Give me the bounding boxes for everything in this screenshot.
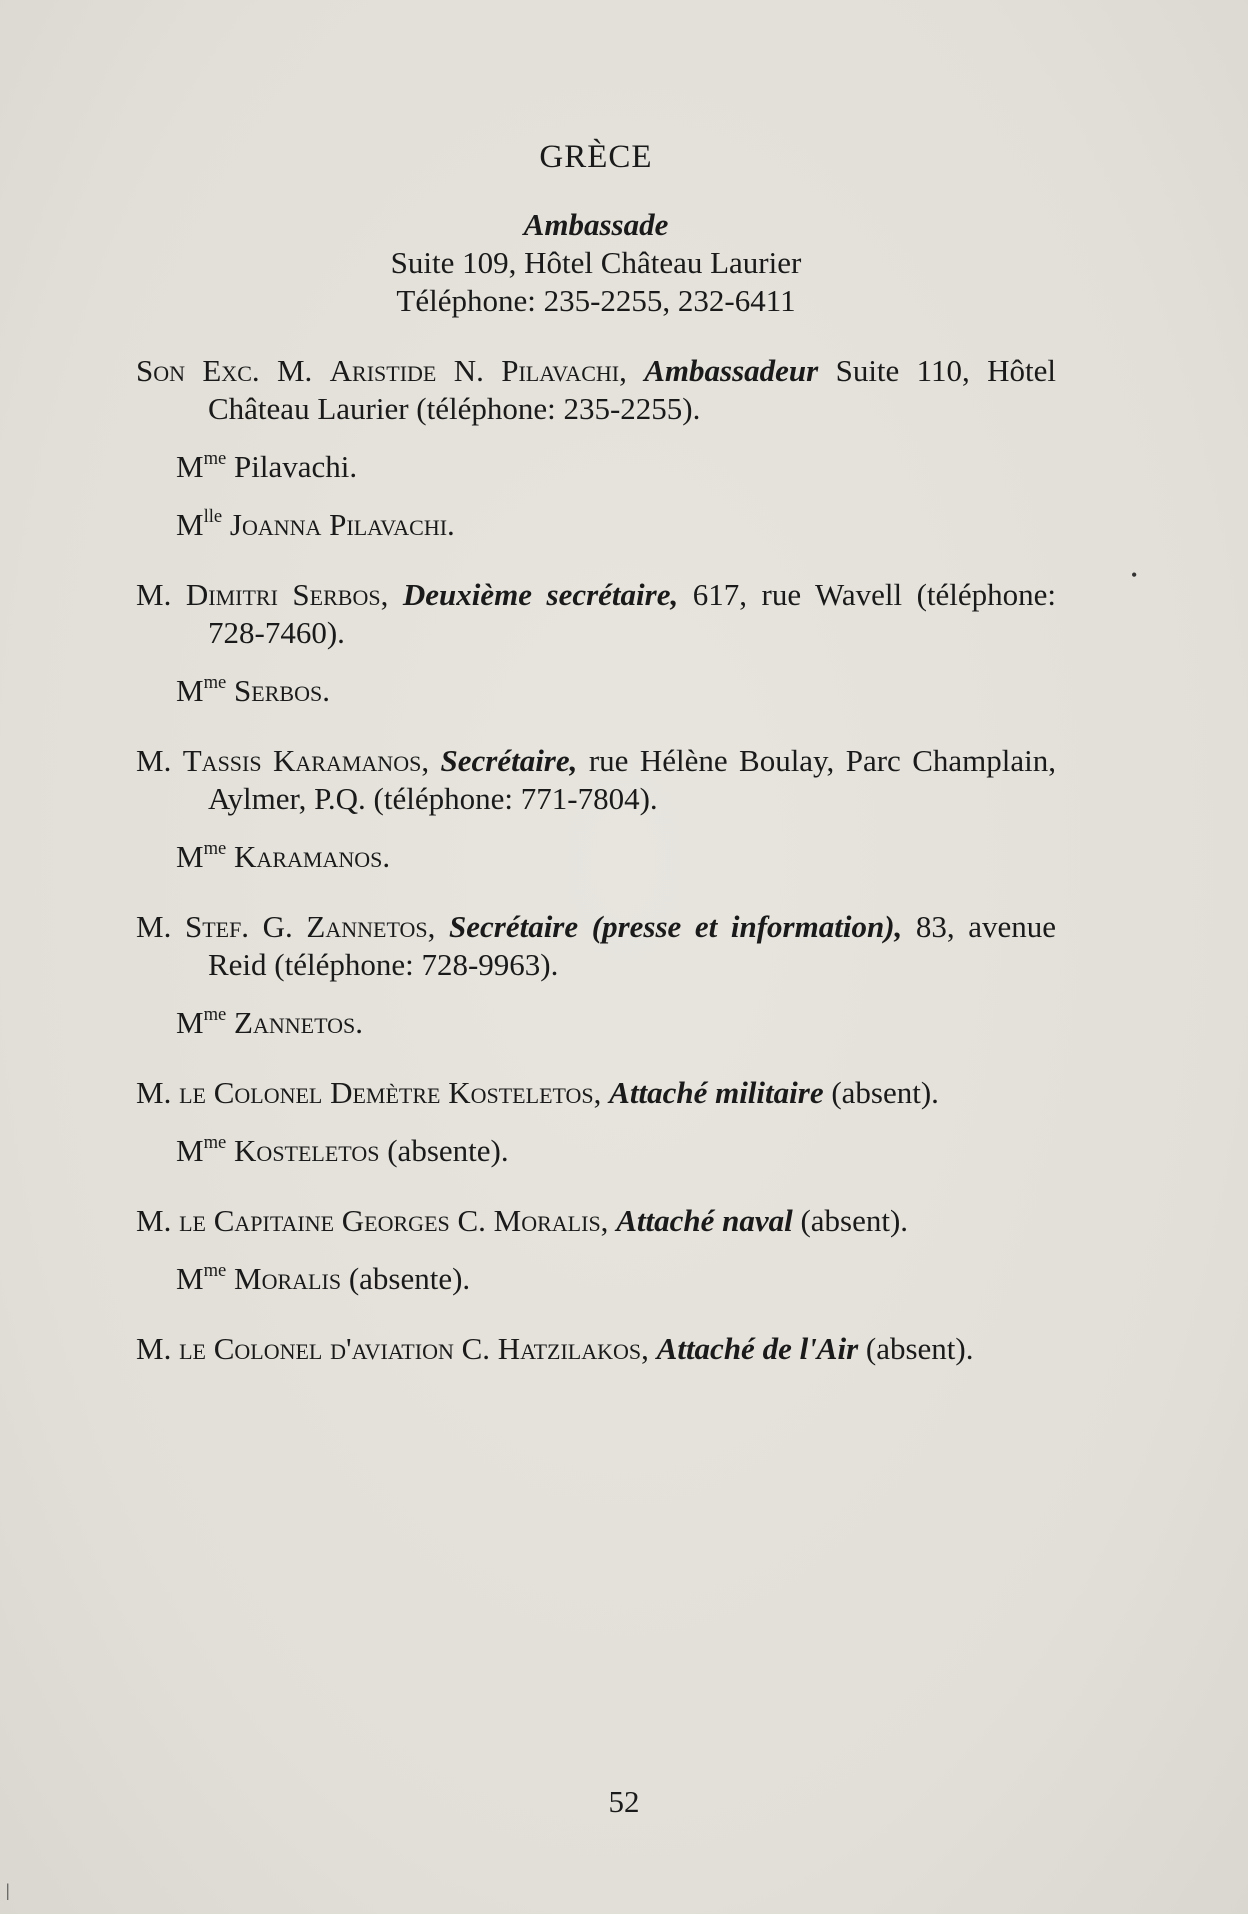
entry-title: Deuxième secrétaire, bbox=[402, 577, 679, 612]
entry-title: Attaché militaire bbox=[609, 1075, 824, 1110]
honorific: M bbox=[176, 1133, 204, 1168]
family-name: Pilavachi. bbox=[234, 449, 358, 484]
honorific-superscript: me bbox=[203, 671, 227, 693]
entry-name: Aristide N. Pilavachi, bbox=[329, 353, 627, 388]
honorific-superscript: me bbox=[203, 447, 227, 469]
entry-name: le Colonel d'aviation C. Hatzilakos, bbox=[179, 1331, 649, 1366]
family-member bbox=[136, 506, 1056, 544]
honorific-superscript: me bbox=[203, 1131, 227, 1153]
honorific: M bbox=[176, 507, 204, 542]
staff-entry bbox=[136, 1202, 1056, 1240]
entry-details: (absent). bbox=[800, 1203, 909, 1238]
embassy-address: Suite 109, Hôtel Château Laurier bbox=[390, 245, 802, 280]
family-member bbox=[136, 838, 1056, 876]
staff-entry bbox=[136, 742, 1056, 818]
entry-name: le Capitaine Georges C. Moralis, bbox=[179, 1203, 609, 1238]
section-heading: Ambassade bbox=[523, 207, 669, 242]
family-member bbox=[136, 672, 1056, 710]
page-number: 52 bbox=[608, 1784, 640, 1819]
entry-name: Tassis Karamanos, bbox=[182, 743, 430, 778]
entry-prefix: M. bbox=[136, 909, 172, 944]
honorific: M bbox=[176, 673, 204, 708]
family-name: Moralis bbox=[234, 1261, 342, 1296]
entry-details: rue Hélène Boulay, Parc Champlain, Aylmer, P.Q. (téléphone: 771-7804). bbox=[208, 743, 1057, 816]
speck-mark: • bbox=[1131, 565, 1138, 585]
staff-entry bbox=[136, 576, 1056, 652]
family-member bbox=[136, 1260, 1056, 1298]
honorific-superscript: me bbox=[203, 1003, 227, 1025]
entry-details: 83, avenue Reid (téléphone: 728-9963). bbox=[208, 909, 1057, 982]
family-name: Kosteletos bbox=[234, 1133, 380, 1168]
entry-name: Dimitri Serbos, bbox=[185, 577, 389, 612]
family-name: Karamanos. bbox=[234, 839, 391, 874]
staff-entry bbox=[136, 1074, 1056, 1112]
entry-prefix: M. bbox=[136, 577, 172, 612]
entry-prefix: M. bbox=[136, 743, 172, 778]
entry-title: Secrétaire, bbox=[440, 743, 578, 778]
honorific: M bbox=[176, 449, 204, 484]
country-heading: GRÈCE bbox=[539, 139, 653, 175]
entry-title: Ambassadeur bbox=[644, 353, 819, 388]
entry-details: 617, rue Wavell (téléphone: 728-7460). bbox=[208, 577, 1057, 650]
entry-title: Attaché de l'Air bbox=[656, 1331, 859, 1366]
entry-prefix: M. bbox=[136, 1331, 172, 1366]
margin-mark: | bbox=[6, 1880, 10, 1900]
family-name: Serbos. bbox=[234, 673, 330, 708]
family-member bbox=[136, 1132, 1056, 1170]
entry-title: Secrétaire (presse et information), bbox=[449, 909, 903, 944]
family-suffix: (absente). bbox=[379, 1133, 509, 1168]
family-suffix: (absente). bbox=[341, 1261, 471, 1296]
staff-entry bbox=[136, 352, 1056, 428]
entry-name: le Colonel Demètre Kosteletos, bbox=[179, 1075, 602, 1110]
entry-title: Attaché naval bbox=[616, 1203, 793, 1238]
embassy-phone: Téléphone: 235-2255, 232-6411 bbox=[396, 283, 796, 318]
staff-entry bbox=[136, 908, 1056, 984]
honorific-superscript: lle bbox=[203, 505, 223, 527]
family-name: Joanna Pilavachi. bbox=[229, 507, 455, 542]
honorific: M bbox=[176, 1261, 204, 1296]
document-body bbox=[136, 138, 1056, 1368]
entry-details: Suite 110, Hôtel Château Laurier (téléphone: 235-2255). bbox=[208, 353, 1056, 426]
honorific-superscript: me bbox=[203, 837, 227, 859]
honorific-superscript: me bbox=[203, 1259, 227, 1281]
staff-list bbox=[136, 352, 1056, 1368]
entry-details: (absent). bbox=[865, 1331, 974, 1366]
entry-prefix: M. bbox=[136, 1203, 172, 1238]
family-member bbox=[136, 448, 1056, 486]
staff-entry bbox=[136, 1330, 1056, 1368]
entry-name: Stef. G. Zannetos, bbox=[184, 909, 436, 944]
honorific: M bbox=[176, 839, 204, 874]
honorific: M bbox=[176, 1005, 204, 1040]
entry-details: (absent). bbox=[831, 1075, 939, 1110]
family-member bbox=[136, 1004, 1056, 1042]
entry-prefix: M. bbox=[136, 1075, 172, 1110]
entry-prefix: Son Exc. M. bbox=[136, 353, 313, 388]
family-name: Zannetos. bbox=[234, 1005, 363, 1040]
